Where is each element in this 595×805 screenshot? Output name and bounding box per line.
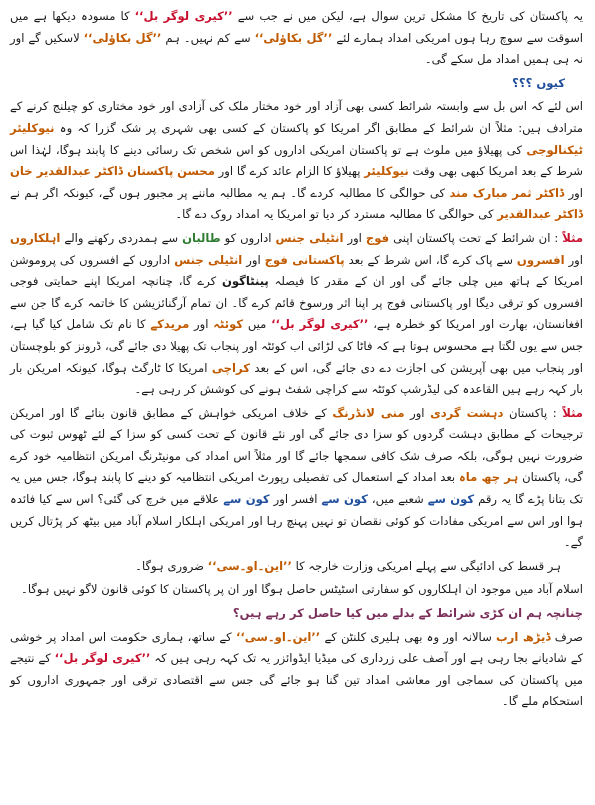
body-text: کی حوالگی کا مطالبہ مسترد کر دیا تو امریکا یہ امداد روک دے گا۔ bbox=[175, 207, 498, 222]
noc-paragraph bbox=[10, 556, 583, 578]
noc-term: ’’این۔او۔سی‘‘ bbox=[207, 558, 292, 573]
body-text: میں bbox=[243, 317, 272, 332]
body-text: اداروں کے افسروں کی پروموشن امریکا کے ہاتھ میں چلی جائے گی اور ان کے مقدر کا bbox=[10, 252, 583, 289]
body-text: ضروری ہوگا۔ bbox=[135, 558, 208, 573]
body-text: اور bbox=[564, 185, 583, 200]
term-highlight: پینٹاگون bbox=[221, 274, 269, 289]
intro-text: ہوں امریکی امداد ہمارے لئے bbox=[332, 30, 476, 45]
why-heading: کیوں ؟؟؟ bbox=[512, 75, 565, 90]
body-text: بعد امداد کے استعمال کی تفصیلی رپورٹ امریکی انتظامیہ کو دینے bbox=[137, 470, 459, 485]
body-text: سے ہمدردی رکھنے والے bbox=[60, 230, 183, 245]
body-text: فیصلہ bbox=[268, 274, 305, 289]
term-highlight: ڈیڑھ ارب bbox=[496, 629, 551, 644]
term-highlight: انٹیلی جنس bbox=[174, 252, 243, 267]
closing-paragraph bbox=[10, 627, 583, 713]
body-text: صرف bbox=[550, 629, 583, 644]
gul-bakawali-term: ’’گل بکاؤلی‘‘ bbox=[83, 30, 162, 45]
term-highlight: کون سے bbox=[223, 492, 270, 507]
term-highlight: افسروں bbox=[516, 252, 565, 267]
body-text: کی حوالگی کا مطالبہ کردے گا۔ ہم یہ مطالبہ ماننے پر مجبور ہوں گے، کیونکہ اگر ہم نے bbox=[10, 185, 450, 200]
body-text: گی جس سے اقتصادی ترقی اور جمہوری اداروں کو استحکام ملے گا۔ bbox=[10, 672, 583, 709]
body-text: اور bbox=[564, 252, 583, 267]
army-paragraph bbox=[10, 228, 583, 401]
body-text: اسلام آباد میں موجود ان اہلکاروں کو سفارتی اسٹیٹس حاصل ہوگا اور ان پر پاکستان کا کوئی قانون لاگو نہیں ہوگا۔ bbox=[21, 582, 583, 597]
term-highlight: منی لانڈرنگ bbox=[332, 405, 405, 420]
body-text: کا خاتمہ کرے گا جن سے افغانستان، بھارت اور امریکا کو خطرہ ہے، bbox=[10, 295, 584, 332]
body-text: گا اور مثلاً اس امداد کی مونیٹرنگ امریکن انتظامیہ خود کرے گی، پاکستان bbox=[10, 448, 583, 485]
body-text: یوں لگتا ہے محسوس ہوتا ہے کہ فاٹا کی لڑائی اب کوئٹہ اور پنجاب تک پھیلا دی جائے گی، ڈرونز کو بلوچستان اور پنجاب میں بھی آپریشن کی اجازت bbox=[10, 338, 584, 375]
term-highlight: کوئٹہ bbox=[213, 317, 244, 332]
body-text: پھیلاؤ کا الزام عائد کرے گا اور bbox=[214, 164, 365, 179]
term-highlight: پاکستانی فوج bbox=[264, 252, 345, 267]
body-text: : ان شرائط کے تحت پاکستان اپنی bbox=[389, 230, 563, 245]
body-text: ان شرائط کے مطابق اگر امریکا کو پاکستان کے کسی بھی شہری پر شک گزرا کہ وہ bbox=[54, 120, 492, 135]
gul-bakawali-term: ’’گل بکاؤلی‘‘ bbox=[254, 30, 333, 45]
body-text: کا پابند ہوگا، جس میں یہ تک بتانا پڑے گا یہ رقم bbox=[10, 470, 584, 507]
term-highlight: ہر چھ ماہ bbox=[459, 470, 519, 485]
body-text: سے پاک bbox=[475, 252, 517, 267]
body-text: افسر اور bbox=[269, 492, 322, 507]
nuclear-technology-term: نیوکلیئر ٹیکنالوجی bbox=[10, 120, 584, 157]
body-text: سالانہ اور وہ بھی ہلیری کلنٹن کے bbox=[320, 629, 497, 644]
kerry-lugar-term: ’’کیری لوگر بل‘‘ bbox=[54, 651, 151, 666]
kerry-lugar-term: ’’کیری لوگر بل‘‘ bbox=[271, 317, 369, 332]
intro-paragraph bbox=[10, 6, 583, 71]
body-text: شعبے میں، bbox=[367, 492, 428, 507]
body-text: گے۔ bbox=[563, 535, 583, 550]
term-highlight: طالبان bbox=[182, 230, 221, 245]
body-text: کرے گا، اس شرط کے بعد bbox=[344, 252, 472, 267]
kerry-lugar-term: ’’کیری لوگر بل‘‘ bbox=[134, 9, 233, 23]
body-text: اس سے کیا فائدہ ہوا اور اس سے امریکی مفادات کو کوئی نقصان تو نہیں پہنچ رہا اور امریکی اہلکار اسلام آباد میں بیٹھ کر پڑتال کریں bbox=[10, 492, 583, 528]
body-text: کے خلاف امریکی خواہش کے مطابق قانون بنائے گا اور امریکن ترجیحات کے مطابق bbox=[10, 405, 583, 442]
noc-term: ’’این۔او۔سی‘‘ bbox=[235, 629, 321, 644]
body-text: اور bbox=[404, 405, 431, 420]
question-heading: چنانچہ ہم ان کڑی شرائط کے بدلے میں کیا حاصل کر رہے ہیں؟ bbox=[232, 606, 583, 621]
intro-text: سے کم نہیں۔ ہم bbox=[161, 30, 255, 45]
body-text: : پاکستان bbox=[503, 405, 563, 420]
terrorism-paragraph bbox=[10, 403, 583, 554]
term-highlight: فوج bbox=[365, 230, 390, 245]
body-text: علاقے میں خرچ کی گئی؟ bbox=[97, 492, 224, 507]
intro-text: یہ پاکستان کی تاریخ کا مشکل ترین سوال ہے، لیکن میں نے جب سے bbox=[232, 9, 584, 23]
term-highlight: اہلکاروں bbox=[10, 230, 61, 245]
body-text: اس لئے کہ اس بل سے وابستہ شرائط کسی بھی آزاد اور خود مختار ملک کی آزادی اور خود مختاری کو چیلنج کرنے کے مترادف ہیں: مثلاً bbox=[10, 99, 584, 135]
body-text: کرے گا، چنانچہ امریکا اپنے حمایتی فوجی افسروں کو ترقی دیگا اور پاکستانی فوج پر اپنا اثر ورسوخ قائم کرے گا۔ ان تمام آرگنائزیشن bbox=[10, 274, 584, 310]
body-text: کا نام تک شامل کیا گیا ہے، جس سے bbox=[10, 317, 583, 353]
body-text: اور bbox=[242, 252, 265, 267]
nuclear-term: نیوکلیئر bbox=[364, 164, 409, 179]
name-highlight: محسن bbox=[177, 164, 215, 179]
body-text: دہشت گردوں کو سزا دی جائے گی اور نئے قانون کے تحت کسی کو سزا کے لئے ٹھوس ثبوت کی ضرورت نہیں ہوگی، بلکہ صرف شک کافی سمجھا جائے bbox=[10, 427, 583, 463]
body-text: اداروں کو bbox=[220, 230, 276, 245]
diplomatic-status-line bbox=[10, 579, 583, 601]
body-text: کے ساتھ، ہماری حکومت اس امداد پر خوشی کے شادیانے بجا رہی bbox=[10, 629, 584, 666]
example-label: مثلاً bbox=[562, 230, 583, 245]
intro-text: لاسکیں گے اور نہ ہی ہمیں امداد مل سکے گی۔ bbox=[10, 30, 583, 67]
example-label: مثلاً bbox=[562, 405, 583, 420]
conditions-paragraph bbox=[10, 96, 583, 226]
body-text: ہے اور آصف علی زرداری کی میڈیا ایڈوائزر یہ تک کہہ رہی ہیں کہ bbox=[150, 651, 484, 666]
body-text: دے دی جائے گی، اس کے بعد bbox=[249, 360, 392, 375]
term-highlight: کراچی bbox=[211, 360, 250, 375]
body-text: اور bbox=[343, 230, 366, 245]
term-highlight: کون سے bbox=[427, 492, 475, 507]
term-highlight: مریدکے bbox=[150, 317, 190, 332]
body-text: کی پھیلاؤ میں ملوث ہے تو پاکستان bbox=[349, 142, 527, 157]
body-text: کے نتیجے میں پاکستان کی سماجی اور معاشی امداد تین گنا ہو جائے bbox=[10, 651, 584, 687]
term-highlight: انٹیلی جنس bbox=[275, 230, 344, 245]
body-text: ہونے کی کوشش کر رہی ہے۔ bbox=[134, 382, 282, 397]
term-highlight: دہشت گردی bbox=[430, 405, 504, 420]
name-highlight: پاکستان ڈاکٹر عبدالقدیر خان bbox=[10, 164, 174, 179]
name-highlight: عبدالقدیر bbox=[497, 207, 552, 222]
body-text: اور bbox=[189, 317, 214, 332]
term-highlight: کون سے bbox=[321, 492, 368, 507]
body-text: ہر قسط کی ادائیگی سے پہلے امریکی وزارت خارجہ کا bbox=[291, 558, 561, 573]
name-highlight: ڈاکٹر ثمر مبارک مند bbox=[449, 185, 565, 200]
intro-text: کا مسودہ دیکھا ہے میں اسوقت سے سوچ رہا bbox=[10, 9, 584, 45]
name-highlight: ڈاکٹر bbox=[555, 207, 583, 222]
body-text: امریکا کا ٹارگٹ ہوگا، کیونکہ امریکن بار بار کہہ رہے ہیں القاعدہ کی لیڈرشپ کوئٹہ سے کراچی شفٹ bbox=[10, 360, 583, 397]
body-text: امریکی اداروں کو اس شخص تک رسائی دینے کا پابند ہوگا، لہٰذا اس شرط کے بعد امریکا کبھی بھی وقت bbox=[10, 142, 583, 179]
